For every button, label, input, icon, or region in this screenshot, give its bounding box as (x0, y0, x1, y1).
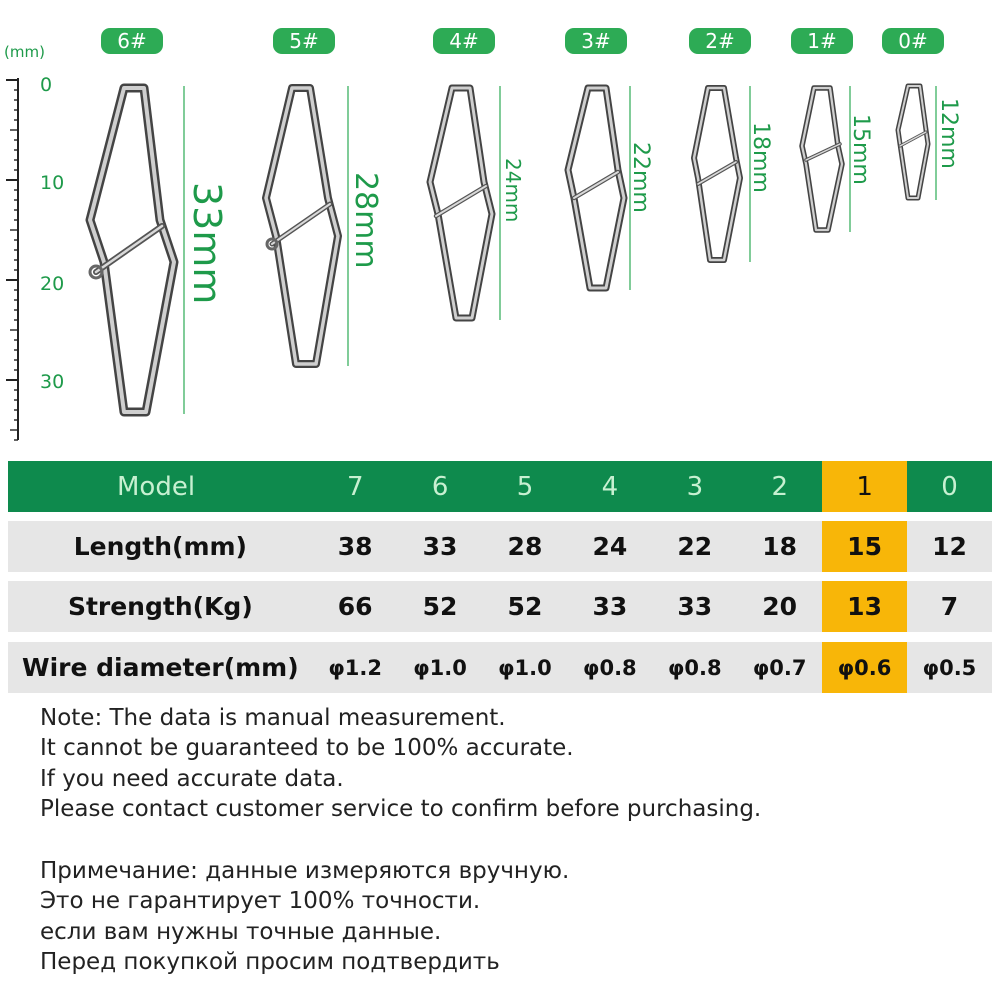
clip-length-label: 22mm (628, 142, 653, 213)
size-badge-label: 2# (705, 29, 735, 53)
ruler-unit: (mm) (4, 43, 45, 61)
size-badge-0 (882, 28, 944, 54)
clip-2-image (694, 86, 773, 262)
model-cell: 2 (771, 471, 789, 502)
size-badge-label: 5# (289, 29, 319, 53)
size-badge-label: 3# (581, 29, 611, 53)
note-line: Перед покупкой просим подтвердить (40, 949, 500, 976)
strength-cell: 33 (677, 592, 713, 621)
size-badge-label: 6# (117, 29, 147, 53)
size-badge-2 (689, 28, 751, 54)
model-cell: 7 (346, 471, 364, 502)
ruler-tick-label: 20 (40, 273, 65, 295)
note-line: If you need accurate data. (40, 765, 344, 792)
model-cell: 3 (686, 471, 704, 502)
note-line: Please contact customer service to confirm before purchasing. (40, 795, 762, 822)
length-cell: 22 (677, 532, 713, 561)
model-cell: 4 (601, 471, 619, 502)
size-badge-1 (791, 28, 853, 54)
clip-0-image (898, 86, 961, 200)
strength-cell: 66 (337, 592, 373, 621)
strength-row (8, 581, 992, 632)
model-cell: 6 (431, 471, 449, 502)
clip-length-label: 33mm (185, 182, 229, 305)
ruler-ticks (6, 80, 18, 440)
size-badge-label: 4# (449, 29, 479, 53)
strength-cell-highlighted: 13 (822, 581, 907, 632)
strength-cell: 52 (422, 592, 458, 621)
clip-3-image (568, 86, 653, 290)
clip-length-label: 18mm (748, 122, 773, 193)
clip-length-label: 12mm (936, 98, 961, 169)
clip-length-label: 24mm (501, 158, 525, 223)
size-badge-5 (273, 28, 335, 54)
ruler-tick-label: 10 (40, 172, 65, 194)
wire-diameter-cell: φ0.5 (922, 655, 977, 680)
notes (40, 703, 980, 977)
length-cell: 18 (762, 532, 798, 561)
model-cell-highlighted: 1 (822, 461, 907, 512)
note-line: Примечание: данные измеряются вручную. (40, 858, 570, 885)
wire-diameter-cell: φ1.2 (328, 655, 382, 680)
model-cell: 0 (941, 471, 958, 502)
length-cell: 38 (337, 532, 373, 561)
wire-diameter-cell-highlighted: φ0.6 (822, 642, 907, 693)
wire-diameter-header: Wire diameter(mm) (22, 653, 299, 682)
size-badge-3 (565, 28, 627, 54)
wire-diameter-cell: φ0.8 (583, 655, 637, 680)
model-cell: 5 (516, 471, 534, 502)
strength-header: Strength(Kg) (67, 592, 253, 621)
clip-4-image (430, 86, 525, 320)
size-badge-4 (433, 28, 495, 54)
ruler (4, 43, 64, 440)
clip-length-label: 28mm (348, 172, 383, 269)
wire-diameter-cell: φ1.0 (498, 655, 552, 680)
model-header: Model (117, 471, 196, 502)
length-row (8, 521, 992, 572)
note-line: Это не гарантирует 100% точности. (40, 888, 481, 915)
size-badge-6 (101, 28, 163, 54)
strength-cell: 52 (507, 592, 543, 621)
clip-5-image (266, 86, 383, 366)
notes-russian (40, 856, 980, 977)
wire-diameter-cell: φ1.0 (413, 655, 467, 680)
wire-diameter-cell: φ0.7 (752, 655, 807, 680)
size-badge-label: 1# (807, 29, 837, 53)
size-badges (101, 28, 944, 54)
note-line: если вам нужны точные данные. (40, 918, 442, 945)
ruler-tick-label: 30 (40, 371, 65, 393)
wire-diameter-cell: φ0.8 (667, 655, 722, 680)
length-cell: 33 (422, 532, 458, 561)
strength-cell: 7 (940, 592, 959, 621)
strength-cell: 33 (592, 592, 628, 621)
length-cell: 28 (507, 532, 543, 561)
clip-size-illustration (0, 0, 1000, 460)
ruler-tick-label: 0 (40, 74, 53, 96)
notes-english (40, 703, 980, 824)
length-cell-highlighted: 15 (822, 521, 907, 572)
strength-cell: 20 (762, 592, 798, 621)
model-row (8, 461, 992, 512)
length-header: Length(mm) (73, 532, 247, 561)
clip-length-label: 15mm (848, 114, 873, 185)
note-line: Note: The data is manual measurement. (40, 705, 506, 731)
wire-diameter-row (8, 642, 992, 693)
note-line: It cannot be guaranteed to be 100% accurate. (40, 735, 574, 762)
length-cell: 12 (932, 532, 967, 561)
length-cell: 24 (592, 532, 628, 561)
size-badge-label: 0# (898, 29, 928, 53)
clip-1-image (802, 86, 873, 232)
clip-6-image (90, 86, 229, 414)
